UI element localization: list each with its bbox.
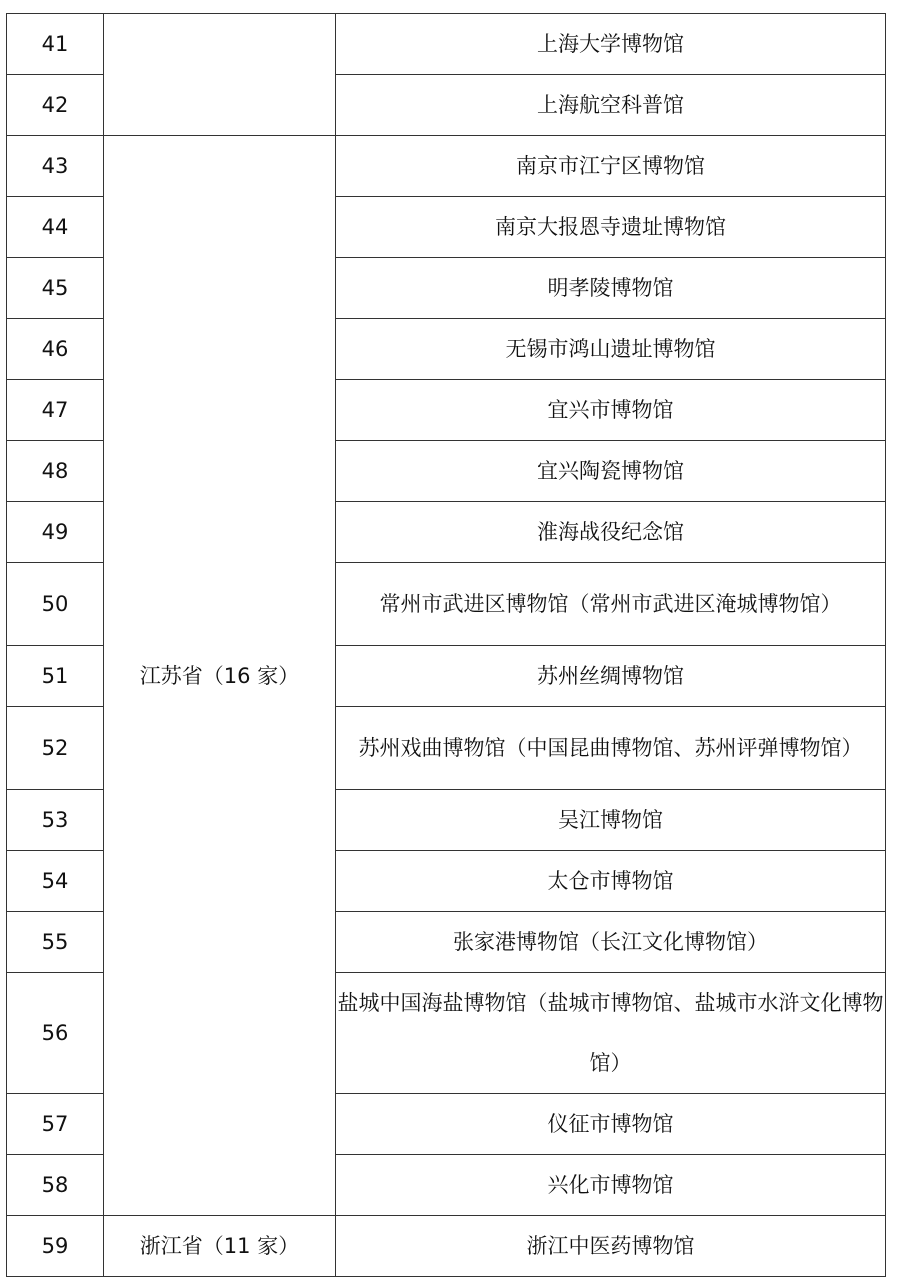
museum-name: 吴江博物馆	[336, 790, 886, 851]
museum-name: 苏州戏曲博物馆（中国昆曲博物馆、苏州评弹博物馆）	[336, 707, 886, 790]
museum-name: 宜兴市博物馆	[336, 380, 886, 441]
museum-name: 淮海战役纪念馆	[336, 502, 886, 563]
museum-name: 南京市江宁区博物馆	[336, 136, 886, 197]
province-cell: 浙江省（11 家）	[104, 1216, 336, 1277]
row-number: 42	[7, 75, 104, 136]
row-number: 50	[7, 563, 104, 646]
museum-name	[336, 973, 886, 1094]
museum-name: 太仓市博物馆	[336, 851, 886, 912]
museum-table	[6, 13, 886, 1277]
row-number: 44	[7, 197, 104, 258]
row-number: 47	[7, 380, 104, 441]
museum-name: 无锡市鸿山遗址博物馆	[336, 319, 886, 380]
row-number: 48	[7, 441, 104, 502]
province-cell: 江苏省（16 家）	[104, 136, 336, 1216]
row-number: 43	[7, 136, 104, 197]
row-number: 41	[7, 14, 104, 75]
museum-name: 宜兴陶瓷博物馆	[336, 441, 886, 502]
museum-name: 苏州丝绸博物馆	[336, 646, 886, 707]
museum-name: 明孝陵博物馆	[336, 258, 886, 319]
museum-name: 仪征市博物馆	[336, 1094, 886, 1155]
museum-name: 兴化市博物馆	[336, 1155, 886, 1216]
row-number: 46	[7, 319, 104, 380]
museum-name: 常州市武进区博物馆（常州市武进区淹城博物馆）	[336, 563, 886, 646]
row-number: 49	[7, 502, 104, 563]
row-number: 56	[7, 973, 104, 1094]
row-number: 54	[7, 851, 104, 912]
museum-name: 浙江中医药博物馆	[336, 1216, 886, 1277]
table-row	[7, 136, 886, 197]
table-row	[7, 1216, 886, 1277]
table-row	[7, 14, 886, 75]
museum-name: 上海航空科普馆	[336, 75, 886, 136]
row-number: 53	[7, 790, 104, 851]
row-number: 52	[7, 707, 104, 790]
museum-name: 上海大学博物馆	[336, 14, 886, 75]
province-cell	[104, 14, 336, 136]
row-number: 51	[7, 646, 104, 707]
row-number: 45	[7, 258, 104, 319]
row-number: 57	[7, 1094, 104, 1155]
row-number: 55	[7, 912, 104, 973]
museum-name-text: 盐城中国海盐博物馆（盐城市博物馆、盐城市水浒文化博物馆）	[337, 991, 884, 1075]
row-number: 58	[7, 1155, 104, 1216]
row-number: 59	[7, 1216, 104, 1277]
museum-name: 南京大报恩寺遗址博物馆	[336, 197, 886, 258]
museum-name: 张家港博物馆（长江文化博物馆）	[336, 912, 886, 973]
